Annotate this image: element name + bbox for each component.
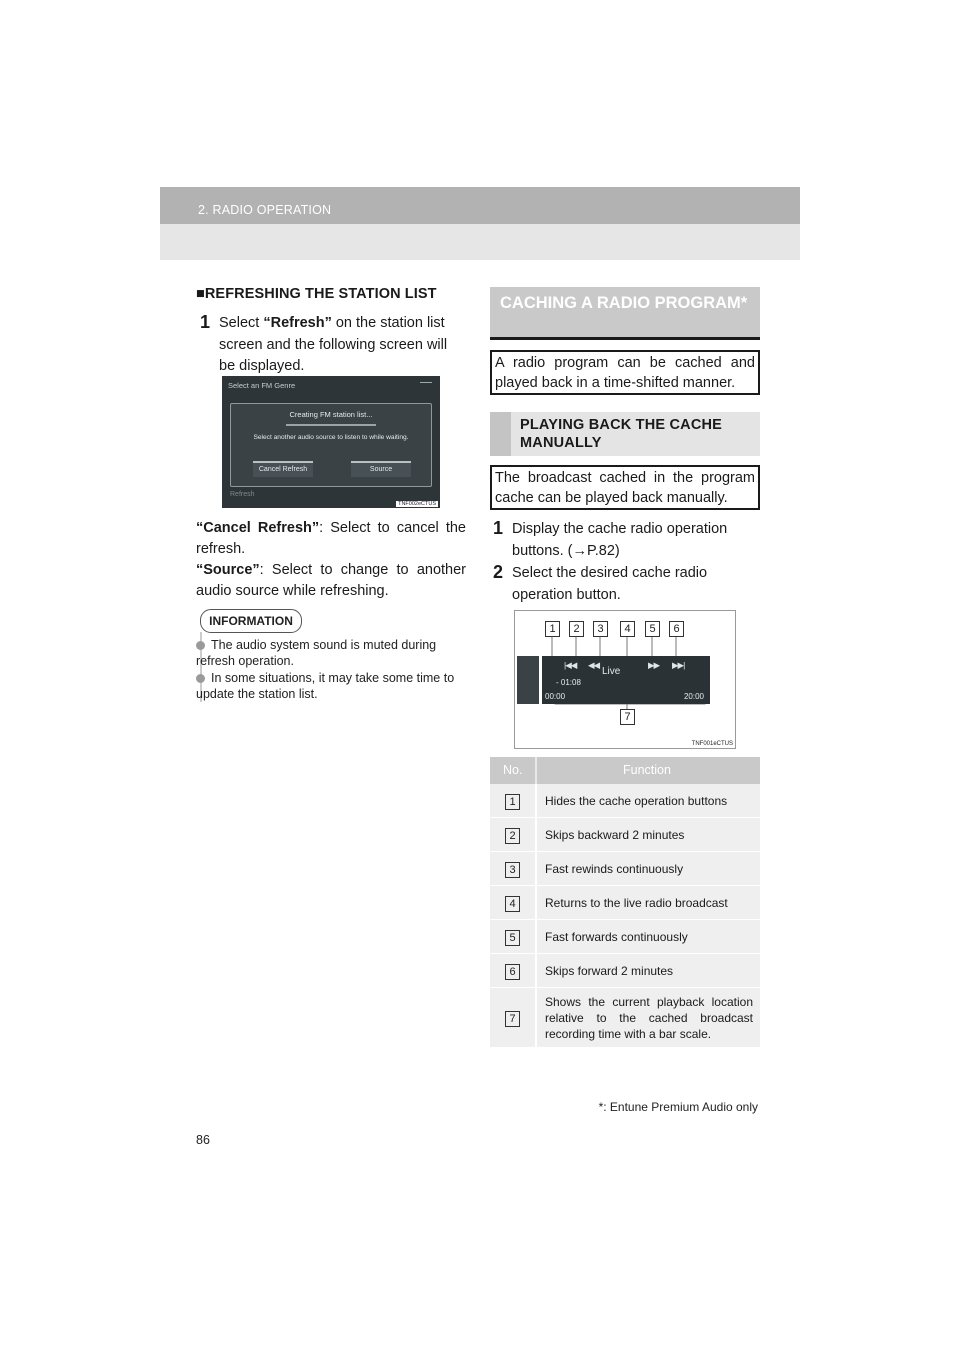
cache-section-header [490,287,760,340]
table-row [490,784,760,818]
callout-2: 2 [569,621,584,637]
footnote: *: Entune Premium Audio only [598,1100,758,1114]
row-number: 4 [505,896,520,912]
row-function: Shows the current playback location relative to the cached broadcast recording time with a bar scale. [545,995,753,1041]
cancel-refresh-description: “Cancel Refresh”: Select to cancel the refresh. [196,520,466,557]
row-function: Skips forward 2 minutes [545,964,674,978]
cache-player [542,656,710,704]
image-tag: TNF002eCTUS [398,501,436,507]
header-strip [490,412,511,456]
row-number: 5 [505,930,520,946]
table-row [490,818,760,852]
screen-title: Select an FM Genre [228,381,296,390]
header-function: Function [623,763,671,777]
progress-bar [286,424,376,426]
table-header [490,757,760,784]
station-list-screenshot [222,376,440,508]
bullet-icon [196,641,205,650]
playback-section-title: PLAYING BACK THE CACHE MANUALLY [520,417,723,451]
column-divider [535,852,537,885]
cache-intro-box: A radio program can be cached and played back in a time-shifted manner. [490,350,760,395]
row-number: 6 [505,964,520,980]
callout-4: 4 [620,621,635,637]
table-row [490,988,760,1048]
refresh-item: Refresh [230,491,255,498]
column-divider [535,886,537,919]
back-icon [420,382,432,386]
step-1-text-right: Display the cache radio operation buttons. (→P.82) [512,521,728,559]
function-table [490,757,760,1048]
callout-6: 6 [669,621,684,637]
skip-back-icon: |◀◀ [564,660,577,670]
rewind-icon: ◀◀ [588,660,600,670]
live-label: Live [602,666,621,677]
step-2-number: 2 [493,562,504,582]
row-number: 1 [505,794,520,810]
column-divider [535,784,537,817]
column-divider [535,988,537,1047]
callout-1: 1 [545,621,560,637]
source-button: Source [351,461,411,477]
image-tag: TNF001eCTUS [691,741,733,747]
cache-buttons-figure [514,610,736,749]
info-item-2: In some situations, it may take some time to update the station list. [196,671,455,701]
play-arrow-icon [542,673,564,693]
creating-text: Creating FM station list... [289,410,373,419]
callout-7: 7 [620,709,635,725]
fast-forward-icon: ▶▶ [648,660,660,670]
table-row [490,954,760,988]
source-description: “Source”: Select to change to another audio source while refreshing. [196,562,466,599]
row-number: 2 [505,828,520,844]
row-number: 7 [505,1011,520,1027]
cancel-refresh-button: Cancel Refresh [253,461,313,477]
callout-3: 3 [593,621,608,637]
playback-section-header [490,412,760,456]
table-row [490,920,760,954]
column-divider [535,757,537,784]
select-source-text: Select another audio source to listen to while waiting. [253,434,409,441]
step-1-text: Select “Refresh” on the station list screen and the following screen will be displayed. [219,315,448,374]
playback-intro-box: The broadcast cached in the program cache can be played back manually. [490,465,760,510]
step-1-number-right: 1 [493,518,504,538]
page-number: 86 [196,1133,210,1147]
chapter-title: 2. RADIO OPERATION [198,203,332,217]
column-divider [535,920,537,953]
page-header [160,187,800,260]
table-row [490,852,760,886]
bullet-icon [196,674,205,683]
row-function: Returns to the live radio broadcast [545,896,728,910]
step-2-text: Select the desired cache radio operation button. [512,565,708,603]
table-row [490,886,760,920]
callout-5: 5 [645,621,660,637]
start-time: 00:00 [545,692,566,701]
section-title: ■REFRESHING THE STATION LIST [196,286,437,302]
step-1-number: 1 [200,312,211,332]
column-divider [535,818,537,851]
hide-button [517,656,539,704]
time-offset: - 01:08 [556,678,581,687]
skip-forward-icon: ▶▶| [672,660,685,670]
row-function: Fast rewinds continuously [545,862,684,876]
column-divider [535,954,537,987]
row-function: Skips backward 2 minutes [545,828,685,842]
info-item-1: The audio system sound is muted during refresh operation. [196,638,437,668]
information-badge: INFORMATION [200,609,302,633]
end-time: 20:00 [683,692,704,701]
header-no: No. [503,763,523,777]
refresh-dialog [230,403,432,487]
row-function: Fast forwards continuously [545,930,688,944]
cache-section-title: CACHING A RADIO PROGRAM* [500,294,748,312]
row-number: 3 [505,862,520,878]
row-function: Hides the cache operation buttons [545,794,728,808]
